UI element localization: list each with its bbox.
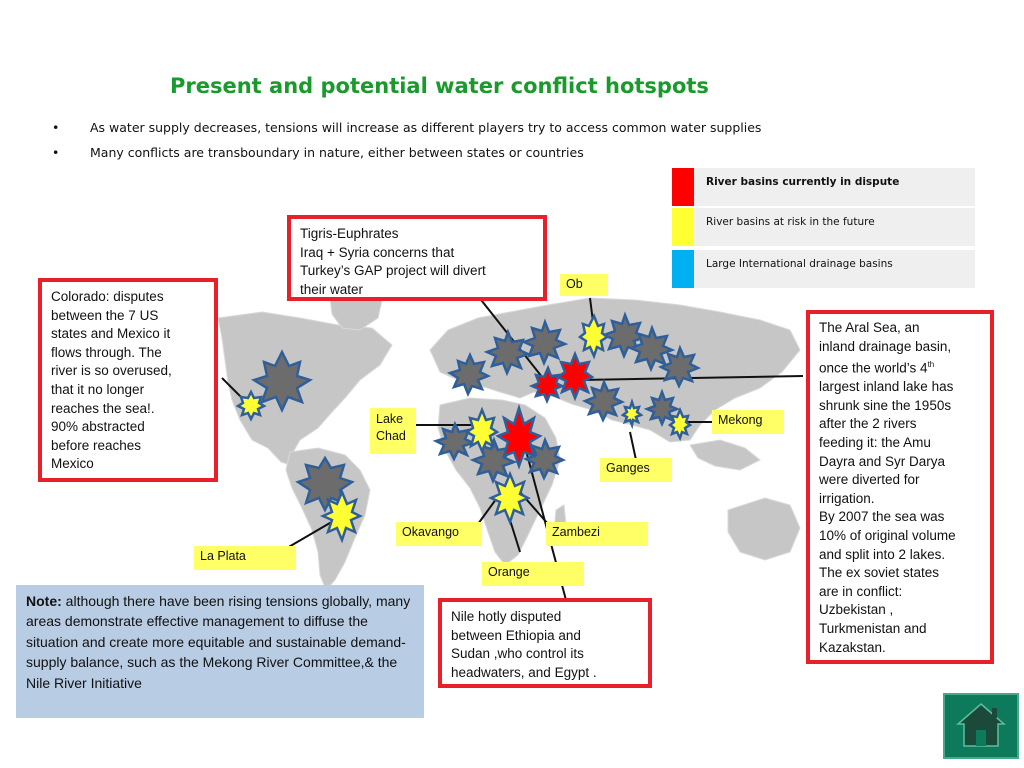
label-ganges: Ganges [600,458,672,482]
southeast-asia [690,440,760,470]
label-ob: Ob [560,274,608,296]
label-orange: Orange [482,562,584,586]
north-america [218,312,392,465]
legend-item-dispute: River basins currently in dispute [672,168,975,208]
callout-aral-sea: The Aral Sea, an inland drainage basin, once the world’s 4th largest inland lake has shrunk sine the 1950s after the 2 rivers feeding it: the Amu Dayra and Syr Darya were diverted for irrigation. By 2007 the sea was 10% of original volume and split into 2 lakes. The ex soviet states are in conflict: Uzbekistan , Turkmenistan and Kazakstan. [806,310,994,664]
label-lake-chad: Lake Chad [370,408,416,454]
bullet-1: • As water supply decreases, tensions will increase as different players try to access common water supplies [52,120,762,135]
note-label: Note: [26,593,62,609]
legend-item-international: Large International drainage basins [672,250,975,290]
callout-nile: Nile hotly disputed between Ethiopia and Sudan ,who control its headwaters, and Egypt . [438,598,652,688]
label-mekong: Mekong [712,410,784,434]
yellow-basin-colorado [238,392,264,419]
note-text: although there have been rising tensions globally, many areas demonstrate effective management to diffuse the situation and create more equitable and sustainable demand-supply balance, such as the Mekong River Committee,& the Nile River Initiative [26,593,411,691]
label-zambezi: Zambezi [546,522,648,546]
note-box [16,585,424,718]
bullet-2: • Many conflicts are transboundary in nature, either between states or countries [52,145,584,160]
legend-swatch-yellow [672,208,694,246]
legend-swatch-blue [672,250,694,288]
home-icon[interactable] [944,694,1018,758]
label-la-plata: La Plata [194,546,296,570]
label-okavango: Okavango [396,522,482,546]
callout-colorado: Colorado: disputes between the 7 US states and Mexico it flows through. The river is so overused, that it no longer reaches the sea!. 90% abstracted before reaches Mexico [38,278,218,482]
legend-item-risk: River basins at risk in the future [672,208,975,248]
australia [728,498,800,560]
legend-swatch-red [672,168,694,206]
page-title: Present and potential water conflict hotspots [170,74,709,98]
callout-tigris-euphrates: Tigris-Euphrates Iraq + Syria concerns that Turkey’s GAP project will divert their water [287,215,547,301]
